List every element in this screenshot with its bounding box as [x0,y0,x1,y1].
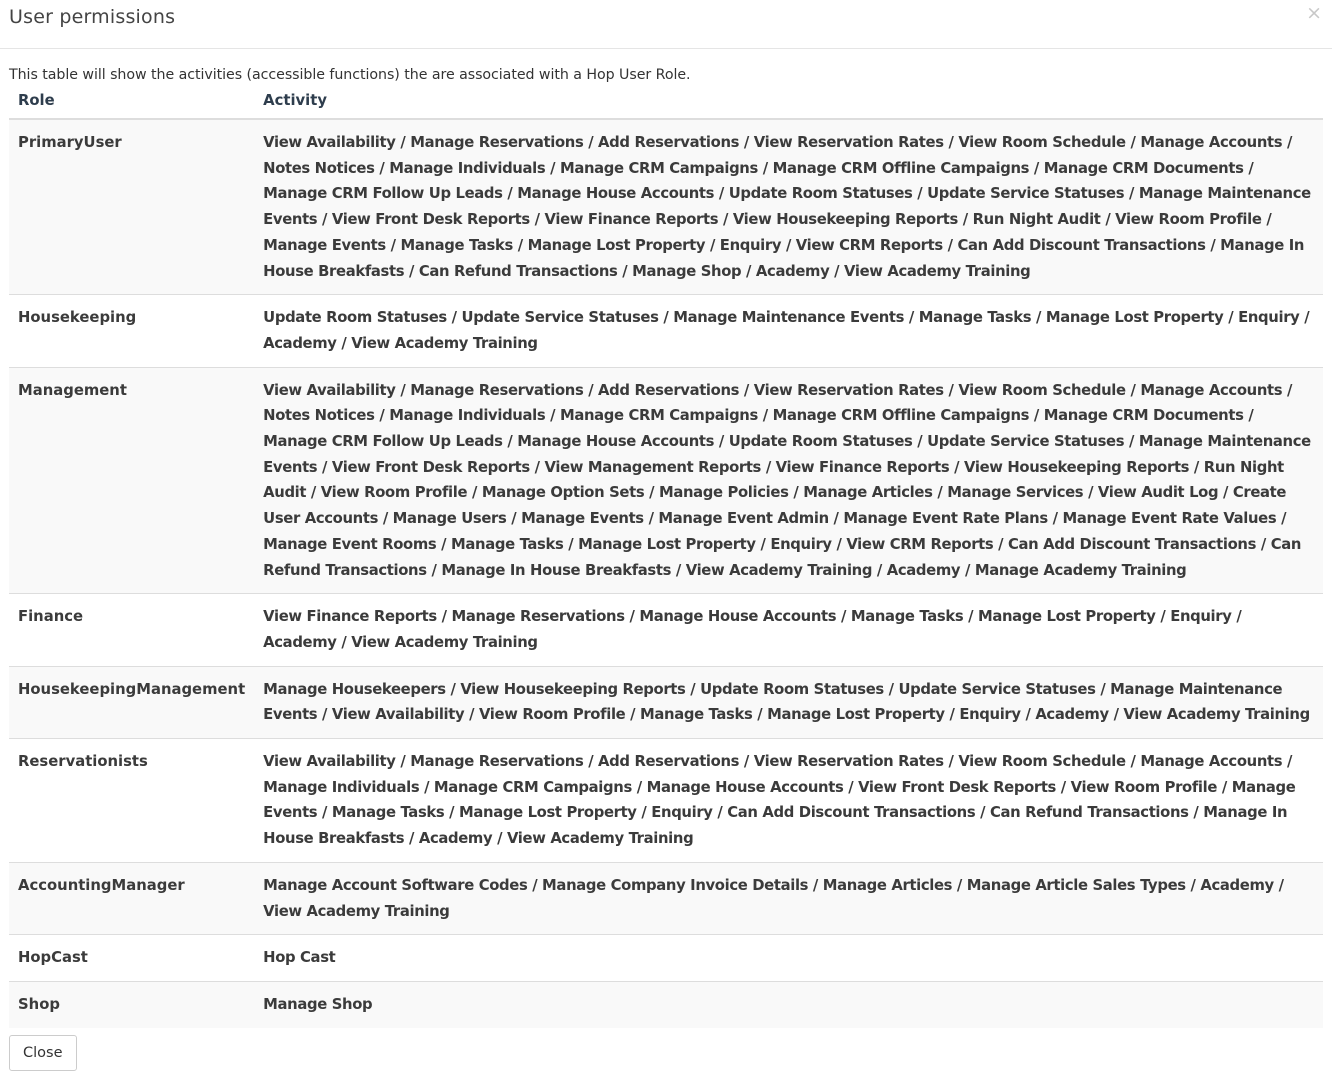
table-row [9,935,1323,982]
role-cell: HousekeepingManagement [9,666,254,738]
role-cell: Reservationists [9,739,254,863]
activity-cell: View Finance Reports / Manage Reservations / Manage House Accounts / Manage Tasks / Manage Lost Property / Enquiry / Academy / View Academy Training [254,594,1323,666]
activity-cell: View Availability / Manage Reservations / Add Reservations / View Reservation Rates / View Room Schedule / Manage Accounts / Manage Individuals / Manage CRM Campaigns / Manage House Accounts / View Front Desk Reports / View Room Profile / Manage Events / Manage Tasks / Manage Lost Property / Enquiry / Can Add Discount Transactions / Can Refund Transactions / Manage In House Breakfasts / Academy / View Academy Training [254,739,1323,863]
role-cell: Shop [9,981,254,1027]
close-icon[interactable]: × [1306,2,1322,24]
role-column-header: Role [9,89,254,119]
table-row [9,367,1323,594]
role-cell: HopCast [9,935,254,982]
activity-cell: View Availability / Manage Reservations / Add Reservations / View Reservation Rates / View Room Schedule / Manage Accounts / Notes Notices / Manage Individuals / Manage CRM Campaigns / Manage CRM Offline Campaigns / Manage CRM Documents / Manage CRM Follow Up Leads / Manage House Accounts / Update Room Statuses / Update Service Statuses / Manage Maintenance Events / View Front Desk Reports / View Management Reports / View Finance Reports / View Housekeeping Reports / Run Night Audit / View Room Profile / Manage Option Sets / Manage Policies / Manage Articles / Manage Services / View Audit Log / Create User Accounts / Manage Users / Manage Events / Manage Event Admin / Manage Event Rate Plans / Manage Event Rate Values / Manage Event Rooms / Manage Tasks / Manage Lost Property / Enquiry / View CRM Reports / Can Add Discount Transactions / Can Refund Transactions / Manage In House Breakfasts / View Academy Training / Academy / Manage Academy Training [254,367,1323,594]
modal-body [0,67,1332,1028]
role-cell: Housekeeping [9,295,254,367]
table-row [9,666,1323,738]
modal-title: User permissions [9,6,176,28]
activity-cell: View Availability / Manage Reservations / Add Reservations / View Reservation Rates / View Room Schedule / Manage Accounts / Notes Notices / Manage Individuals / Manage CRM Campaigns / Manage CRM Offline Campaigns / Manage CRM Documents / Manage CRM Follow Up Leads / Manage House Accounts / Update Room Statuses / Update Service Statuses / Manage Maintenance Events / View Front Desk Reports / View Finance Reports / View Housekeeping Reports / Run Night Audit / View Room Profile / Manage Events / Manage Tasks / Manage Lost Property / Enquiry / View CRM Reports / Can Add Discount Transactions / Manage In House Breakfasts / Can Refund Transactions / Manage Shop / Academy / View Academy Training [254,119,1323,295]
table-header-row [9,89,1323,119]
table-row [9,739,1323,863]
modal-footer [9,1035,77,1071]
activity-cell: Update Room Statuses / Update Service Statuses / Manage Maintenance Events / Manage Tasks / Manage Lost Property / Enquiry / Academy / View Academy Training [254,295,1323,367]
activity-cell: Manage Account Software Codes / Manage Company Invoice Details / Manage Articles / Manage Article Sales Types / Academy / View Academy Training [254,862,1323,934]
role-cell: PrimaryUser [9,119,254,295]
activity-cell: Manage Housekeepers / View Housekeeping Reports / Update Room Statuses / Update Service Statuses / Manage Maintenance Events / View Availability / View Room Profile / Manage Tasks / Manage Lost Property / Enquiry / Academy / View Academy Training [254,666,1323,738]
permissions-table [9,89,1323,1028]
close-button[interactable]: Close [9,1035,77,1071]
activity-cell: Manage Shop [254,981,1323,1027]
table-row [9,295,1323,367]
table-row [9,594,1323,666]
table-row [9,981,1323,1027]
role-cell: Finance [9,594,254,666]
table-row [9,862,1323,934]
table-row [9,119,1323,295]
modal-header [0,0,1332,49]
description-text: This table will show the activities (accessible functions) the are associated with a Hop User Role. [9,67,691,83]
role-cell: AccountingManager [9,862,254,934]
role-cell: Management [9,367,254,594]
activity-column-header: Activity [254,89,1323,119]
activity-cell: Hop Cast [254,935,1323,982]
